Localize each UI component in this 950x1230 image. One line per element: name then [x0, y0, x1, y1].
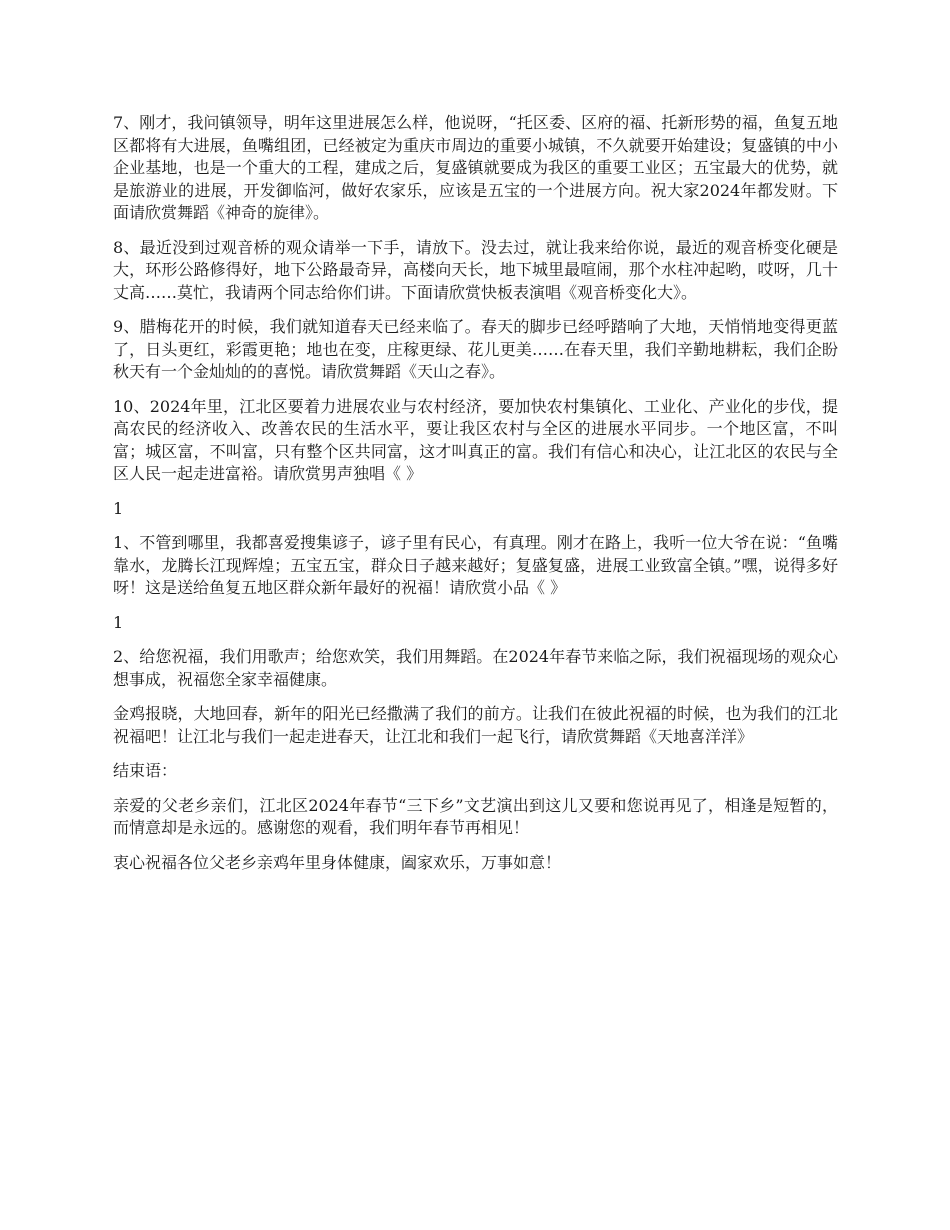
- paragraph-8: 8、最近没到过观音桥的观众请举一下手，请放下。没去过，就让我来给你说，最近的观音桥变化硬是大，环形公路修得好，地下公路最奇异，高楼向天长，地下城里最喧闹，那个水柱冲起哟，哎呀，几十丈高……莫忙，我请两个同志给你们讲。下面请欣赏快板表演唱《观音桥变化大》。: [113, 237, 838, 302]
- paragraph-2: 2、给您祝福，我们用歌声；给您欢笑，我们用舞蹈。在2024年春节来临之际，我们祝福现场的观众心想事成，祝福您全家幸福健康。: [113, 647, 838, 689]
- paragraph-1: 1、不管到哪里，我都喜爱搜集谚子，谚子里有民心，有真理。刚才在路上，我听一位大爷在说：“鱼嘴靠水，龙腾长江现辉煌；五宝五宝，群众日子越来越好；复盛复盛，进展工业致富全镇。”嘿，说得多好呀！这是送给鱼复五地区群众新年最好的祝福！请欣赏小品《 》: [113, 533, 838, 597]
- paragraph-7: 7、刚才，我问镇领导，明年这里进展怎么样，他说呀，“托区委、区府的福、托新形势的福，鱼复五地区都将有大进展，鱼嘴组团，已经被定为重庆市周边的重要小城镇，不久就要开始建设；复盛镇的中小企业基地，也是一个重大的工程，建成之后，复盛镇就要成为我区的重要工业区；五宝最大的优势，就是旅游业的进展，开发御临河，做好农家乐，应该是五宝的一个进展方向。祝大家2024年都发财。下面请欣赏舞蹈《神奇的旋律》。: [113, 113, 838, 222]
- paragraph-golden-rooster: 金鸡报晓，大地回春，新年的阳光已经撒满了我们的前方。让我们在彼此祝福的时候，也为我们的江北祝福吧！让江北与我们一起走进春天，让江北和我们一起飞行，请欣赏舞蹈《天地喜洋洋》: [113, 704, 838, 746]
- paragraph-9: 9、腊梅花开的时候，我们就知道春天已经来临了。春天的脚步已经呼踏响了大地，天悄悄地变得更蓝了，日头更红，彩霞更艳；地也在变，庄稼更绿、花儿更美……在春天里，我们辛勤地耕耘，我们企盼秋天有一个金灿灿的的喜悦。请欣赏舞蹈《天山之春》。: [113, 317, 838, 381]
- closing-blessing: 衷心祝福各位父老乡亲鸡年里身体健康，阖家欢乐，万事如意！: [113, 852, 562, 872]
- section-number: 1: [113, 612, 124, 632]
- section-number: 1: [113, 498, 124, 518]
- paragraph-10: 10、2024年里，江北区要着力进展农业与农村经济，要加快农村集镇化、工业化、产业化的步伐，提高农民的经济收入、改善农民的生活水平，要让我区农村与全区的进展水平同步。一个地区富，不叫富；城区富，不叫富，只有整个区共同富，这才叫真正的富。我们有信心和决心，让江北区的农民与全区人民一起走进富裕。请欣赏男声独唱《 》: [113, 396, 838, 483]
- closing-heading: 结束语：: [113, 761, 178, 780]
- closing-paragraph: 亲爱的父老乡亲们，江北区2024年春节“三下乡”文艺演出到这儿又要和您说再见了，相逢是短暂的，而情意却是永远的。感谢您的观看，我们明年春节再相见！: [113, 795, 838, 837]
- document-page: [113, 112, 838, 886]
